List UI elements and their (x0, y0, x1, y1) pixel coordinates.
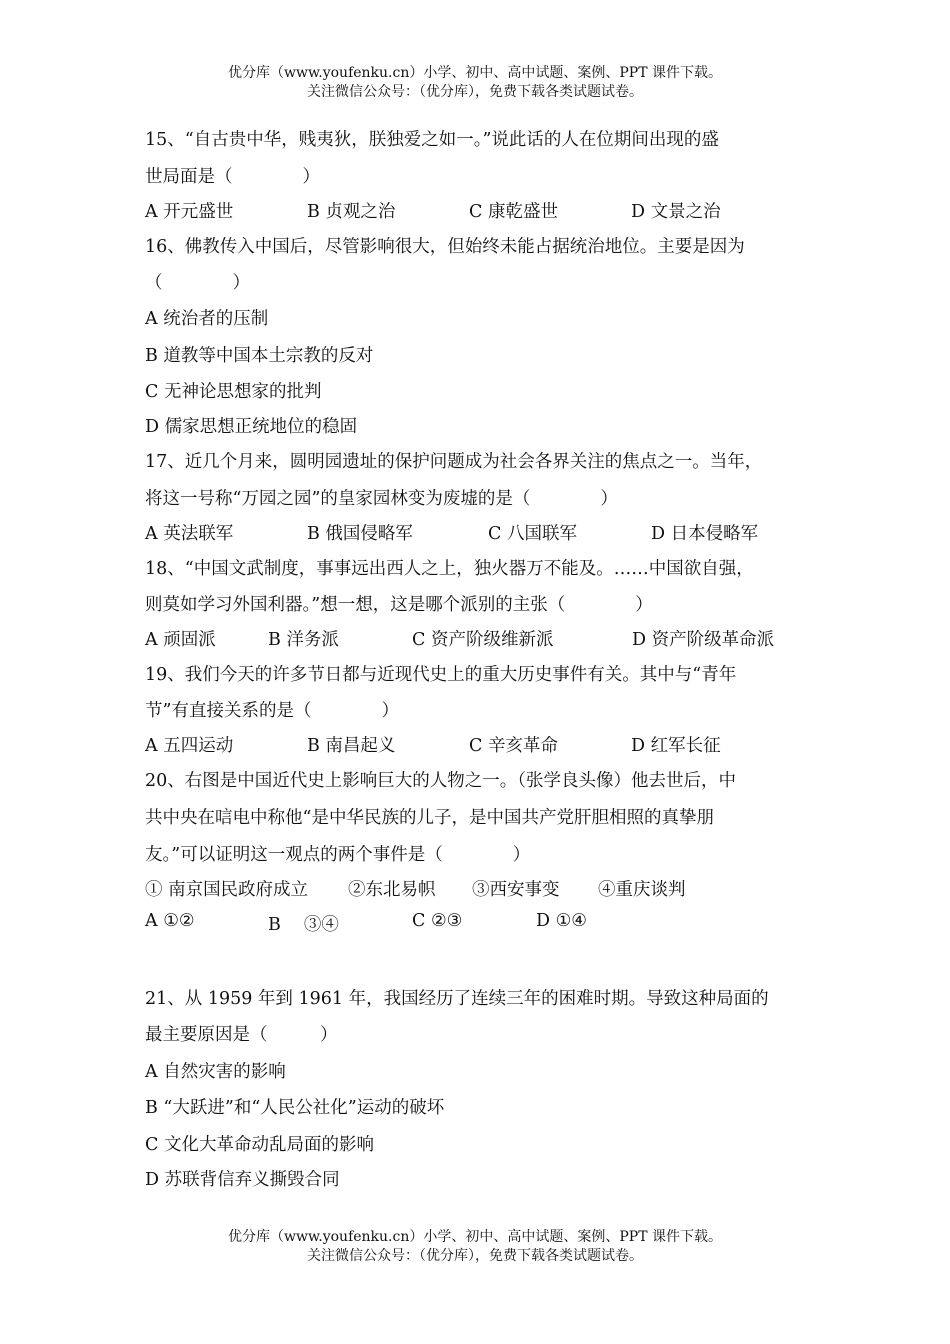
q17-stem-line-2: 将这一号称“万园之园”的皇家园林变为废墟的是（ ） (145, 489, 618, 509)
q17-option-c: C 八国联军 (488, 524, 577, 544)
q20-event-4: ④重庆谈判 (598, 880, 686, 900)
footer-line-1: 优分库（www.youfenku.cn）小学、初中、高中试题、案例、PPT 课件下载。 (227, 1229, 722, 1245)
page-header (0, 64, 950, 102)
q21-option-c: C 文化大革命动乱局面的影响 (145, 1135, 374, 1155)
q20-event-2: ②东北易帜 (348, 880, 436, 900)
page-footer (0, 1228, 950, 1266)
q19-stem-line-2: 节”有直接关系的是（ ） (145, 701, 399, 721)
q19-option-a: A 五四运动 (145, 736, 234, 756)
q16-stem-line-1: 16、佛教传入中国后，尽管影响很大，但始终未能占据统治地位。主要是因为 (145, 237, 745, 257)
q16-option-c: C 无神论思想家的批判 (145, 382, 322, 402)
q18-option-d: D 资产阶级革命派 (632, 630, 775, 650)
q20-stem-line-1: 20、右图是中国近代史上影响巨大的人物之一。（张学良头像）他去世后，中 (145, 771, 737, 791)
q21-stem-line-1: 21、从 1959 年到 1961 年，我国经历了连续三年的困难时期。导致这种局面的 (145, 989, 769, 1009)
q15-stem-line-1: 15、“自古贵中华，贱夷狄，朕独爱之如一。”说此话的人在位期间出现的盛 (145, 130, 719, 150)
q17-option-a: A 英法联军 (145, 524, 234, 544)
q20-option-b: B ③④ (268, 915, 339, 935)
q18-stem-line-2: 则莫如学习外国利器。”想一想，这是哪个派别的主张（ ） (145, 595, 653, 615)
q17-stem-line-1: 17、近几个月来，圆明园遗址的保护问题成为社会各界关注的焦点之一。当年， (145, 452, 763, 472)
q19-stem-line-1: 19、我们今天的许多节日都与近现代史上的重大历史事件有关。其中与“青年 (145, 665, 737, 685)
q19-option-b: B 南昌起义 (307, 736, 396, 756)
q15-option-c: C 康乾盛世 (469, 202, 558, 222)
q16-option-d: D 儒家思想正统地位的稳固 (145, 417, 358, 437)
q21-option-a: A 自然灾害的影响 (145, 1062, 286, 1082)
q21-option-b: B “大跃进”和“人民公社化”运动的破坏 (145, 1098, 445, 1118)
header-line-1: 优分库（www.youfenku.cn）小学、初中、高中试题、案例、PPT 课件下载。 (227, 65, 722, 81)
q15-option-b: B 贞观之治 (307, 202, 396, 222)
q20-option-c: C ②③ (412, 911, 463, 931)
q20-stem-line-2: 共中央在唁电中称他“是中华民族的儿子，是中国共产党肝胆相照的真挚朋 (145, 808, 714, 828)
q21-option-d: D 苏联背信弃义撕毁合同 (145, 1170, 340, 1190)
footer-line-2: 关注微信公众号：（优分库），免费下载各类试题试卷。 (307, 1248, 643, 1264)
q18-option-c: C 资产阶级维新派 (412, 630, 554, 650)
q17-option-d: D 日本侵略军 (651, 524, 759, 544)
q19-option-c: C 辛亥革命 (469, 736, 558, 756)
header-line-2: 关注微信公众号：（优分库），免费下载各类试题试卷。 (307, 84, 643, 100)
q20-option-a: A ①② (145, 911, 195, 931)
q15-option-d: D 文景之治 (631, 202, 721, 222)
q18-option-a: A 顽固派 (145, 630, 216, 650)
q20-event-1: ① 南京国民政府成立 (145, 880, 309, 900)
q19-option-d: D 红军长征 (631, 736, 721, 756)
q16-option-b: B 道教等中国本土宗教的反对 (145, 346, 374, 366)
q20-stem-line-3: 友。”可以证明这一观点的两个事件是（ ） (145, 845, 531, 865)
q20-event-3: ③西安事变 (472, 880, 560, 900)
q21-stem-line-2: 最主要原因是（ ） (145, 1025, 338, 1045)
q18-option-b: B 洋务派 (268, 630, 339, 650)
q15-option-a: A 开元盛世 (145, 202, 234, 222)
q20-option-d: D ①④ (536, 911, 587, 931)
q18-stem-line-1: 18、“中国文武制度，事事远出西人之上，独火器万不能及。……中国欲自强， (145, 559, 754, 579)
q16-option-a: A 统治者的压制 (145, 309, 269, 329)
q17-option-b: B 俄国侵略军 (307, 524, 413, 544)
q16-stem-line-2: （ ） (145, 273, 250, 293)
q15-stem-line-2: 世局面是（ ） (145, 167, 320, 187)
